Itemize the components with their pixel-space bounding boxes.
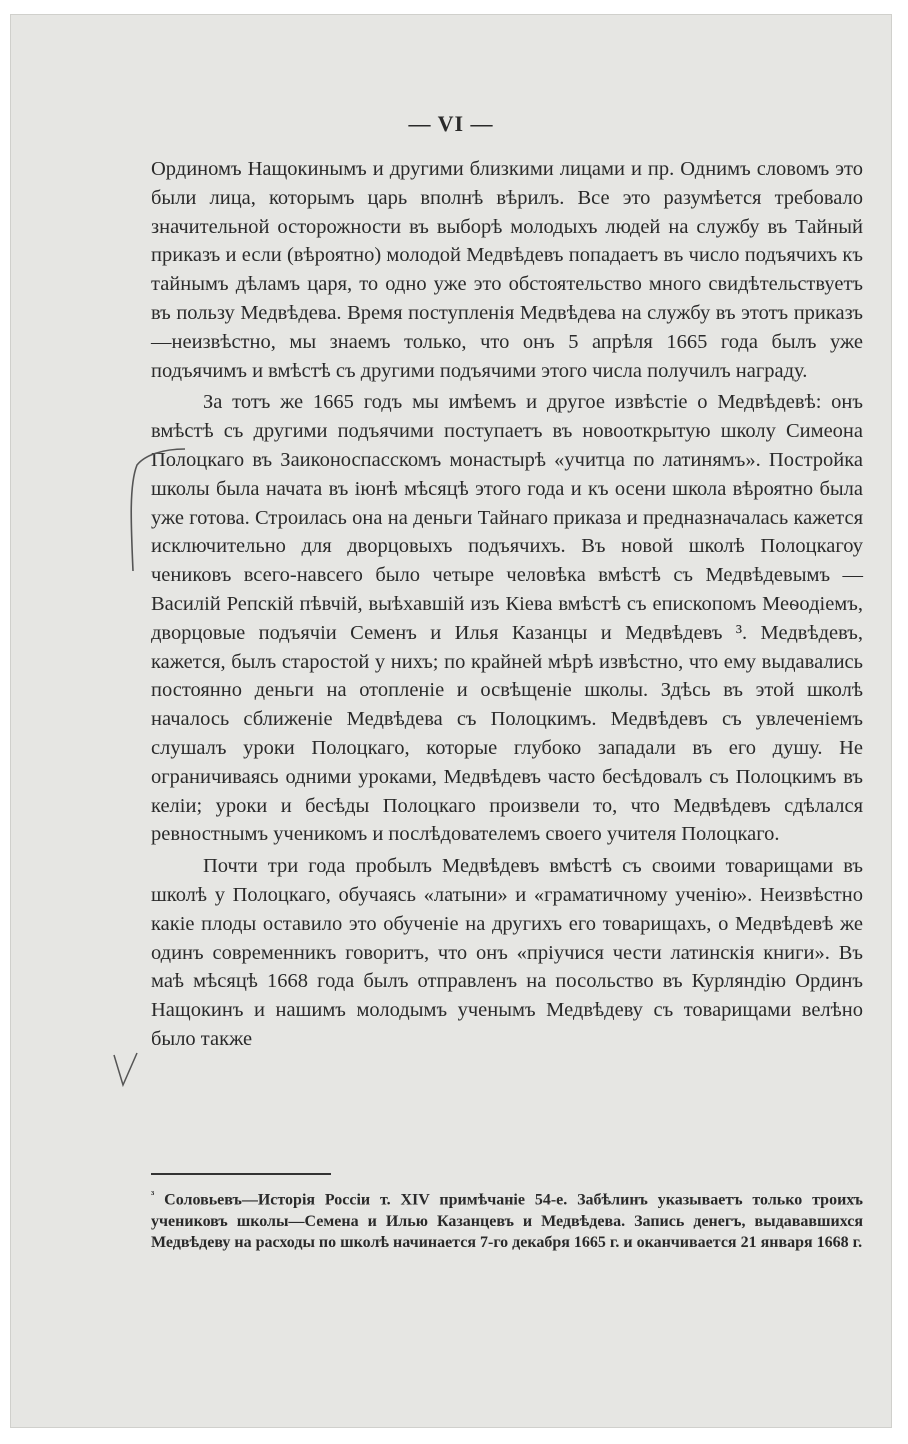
paragraph-2: За тотъ же 1665 годъ мы имѣемъ и другое извѣстіе о Медвѣдевѣ: онъ вмѣстѣ съ другими подъячими поступаетъ въ новооткрытую школу Симеона Полоцкаго въ Заиконоспасскомъ монастырѣ «учитца по латинямъ». Постройка школы была начата въ іюнѣ мѣсяцѣ этого года и къ осени школа вѣроятно была уже готова. Строилась она на деньги Тайнаго приказа и предназначалась кажется исключительно для дворцовыхъ подъячихъ. Въ новой школѣ Полоцкагоу чениковъ всего-навсего было четыре человѣка вмѣстѣ съ Медвѣдевымъ — Василій Репскій пѣвчій, выѣхавшій изъ Кіева вмѣстѣ съ епископомъ Меѳодіемъ, дворцовые подъячіи Семенъ и Илья Казанцы и Медвѣдевъ ³. Медвѣдевъ, кажется, былъ старостой у нихъ; по крайней мѣрѣ извѣстно, что ему выдавались постоянно деньги на отопленіе и освѣщеніе школы. Здѣсь въ этой школѣ началось сближеніе Медвѣдева съ Полоцкимъ. Медвѣдевъ съ увлеченіемъ слушалъ уроки Полоцкаго, которые глубоко западали въ его душу. Не ограничиваясь одними уроками, Медвѣдевъ часто бесѣдовалъ съ Полоцкимъ въ келіи; уроки и бесѣды Полоцкаго произвели то, что Медвѣдевъ сдѣлался ревностнымъ ученикомъ и послѣдователемъ своего учителя Полоцкаго. (151, 391, 863, 846)
footnote (151, 1185, 863, 1254)
pencil-bracket-mark (123, 445, 193, 575)
book-page (10, 14, 892, 1428)
paragraph-1: Ординомъ Нащокинымъ и другими близкими лицами и пр. Однимъ словомъ это были лица, которымъ царь вполнѣ вѣрилъ. Все это разумѣется требовало значительной осторожности въ выборѣ молодыхъ людей на службу въ Тайный приказъ и если (вѣроятно) молодой Медвѣдевъ попадаетъ въ число подъячихъ къ тайнымъ дѣламъ царя, то одно уже это обстоятельство много свидѣтельствуетъ въ пользу Медвѣдева. Время поступленія Медвѣдева на службу въ этотъ приказъ—неизвѣстно, мы знаемъ только, что онъ 5 апрѣля 1665 года былъ уже подъячимъ и вмѣстѣ съ другими подъячими этого числа получилъ награду. (151, 158, 863, 382)
footnote-text: Соловьевъ—Исторія Россіи т. XIV примѣчаніе 54-е. Забѣлинъ указываетъ только троихъ учениковъ школы—Семена и Илью Казанцевъ и Медвѣдева. Запись денегъ, выдававшихся Медвѣдеву на расходы по школѣ начинается 7-го декабря 1665 г. и оканчивается 21 января 1668 г. (151, 1191, 864, 1252)
paragraph-3: Почти три года пробылъ Медвѣдевъ вмѣстѣ съ своими товарищами въ школѣ у Полоцкаго, обучаясь «латыни» и «граматичному ученію». Неизвѣстно какіе плоды оставило это обученіе на другихъ его товарищахъ, о Медвѣдевѣ же одинъ современникъ говоритъ, что онъ «пріучися чести латинскія книги». Въ маѣ мѣсяцѣ 1668 года былъ отправленъ на посольство въ Курляндію Ординъ Нащокинъ и нашимъ молодымъ ученымъ Медвѣдеву съ товарищами велѣно было также (151, 855, 863, 1050)
pencil-check-mark (111, 1051, 141, 1091)
body-text (151, 155, 863, 1054)
footnote-divider (151, 1173, 331, 1175)
footnote-mark: ³ (151, 1189, 155, 1201)
page-number-header: — VI — (408, 111, 494, 136)
